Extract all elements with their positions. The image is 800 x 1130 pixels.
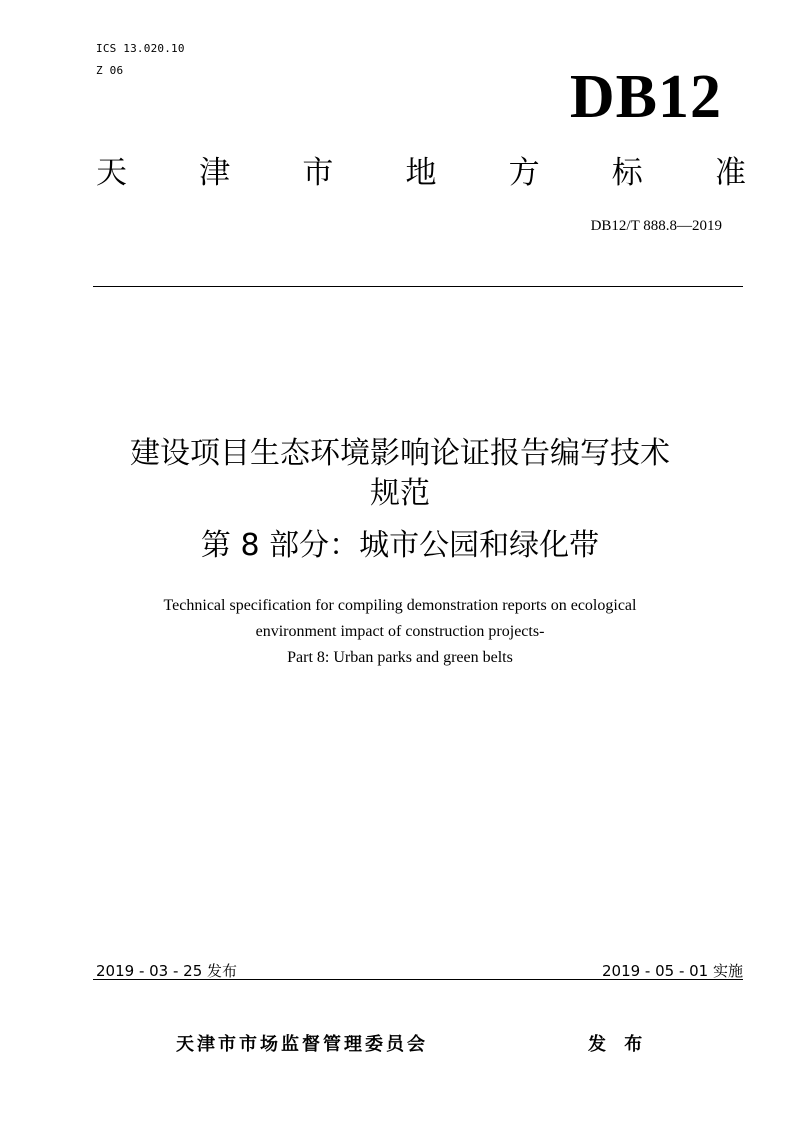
english-title-part: Part 8: Urban parks and green belts — [287, 649, 513, 666]
standard-type-title — [96, 155, 746, 191]
implement-date: 2019 - 05 - 01 实施 — [601, 962, 743, 980]
standard-mark: DB12 — [569, 63, 722, 131]
standard-type-char: 准 — [714, 155, 746, 191]
ccs-code: Z 06 — [96, 64, 124, 77]
standard-number: DB12/T 888.8—2019 — [590, 218, 722, 234]
standard-type-char: 地 — [405, 155, 437, 191]
chinese-title-line-2: 规范 — [370, 476, 430, 511]
date-divider — [93, 979, 743, 980]
issuing-authority: 天津市市场监督管理委员会 — [176, 1034, 428, 1055]
ics-code: ICS 13.020.10 — [96, 42, 185, 55]
standard-type-char: 市 — [302, 155, 334, 191]
header-divider — [93, 286, 743, 287]
english-title-line-1: Technical specification for compiling demonstration reports on ecological — [163, 597, 637, 614]
standard-type-char: 天 — [96, 155, 127, 191]
standard-type-char: 标 — [611, 155, 643, 191]
issue-label: 发 布 — [588, 1034, 649, 1055]
standard-type-char: 津 — [199, 155, 231, 191]
english-title-line-2: environment impact of construction projects- — [255, 623, 545, 640]
chinese-title-line-1: 建设项目生态环境影响论证报告编写技术 — [130, 436, 670, 471]
standard-type-char: 方 — [508, 155, 540, 191]
publish-date: 2019 - 03 - 25 发布 — [96, 962, 238, 980]
chinese-title-part: 第 8 部分：城市公园和绿化带 — [200, 528, 600, 563]
